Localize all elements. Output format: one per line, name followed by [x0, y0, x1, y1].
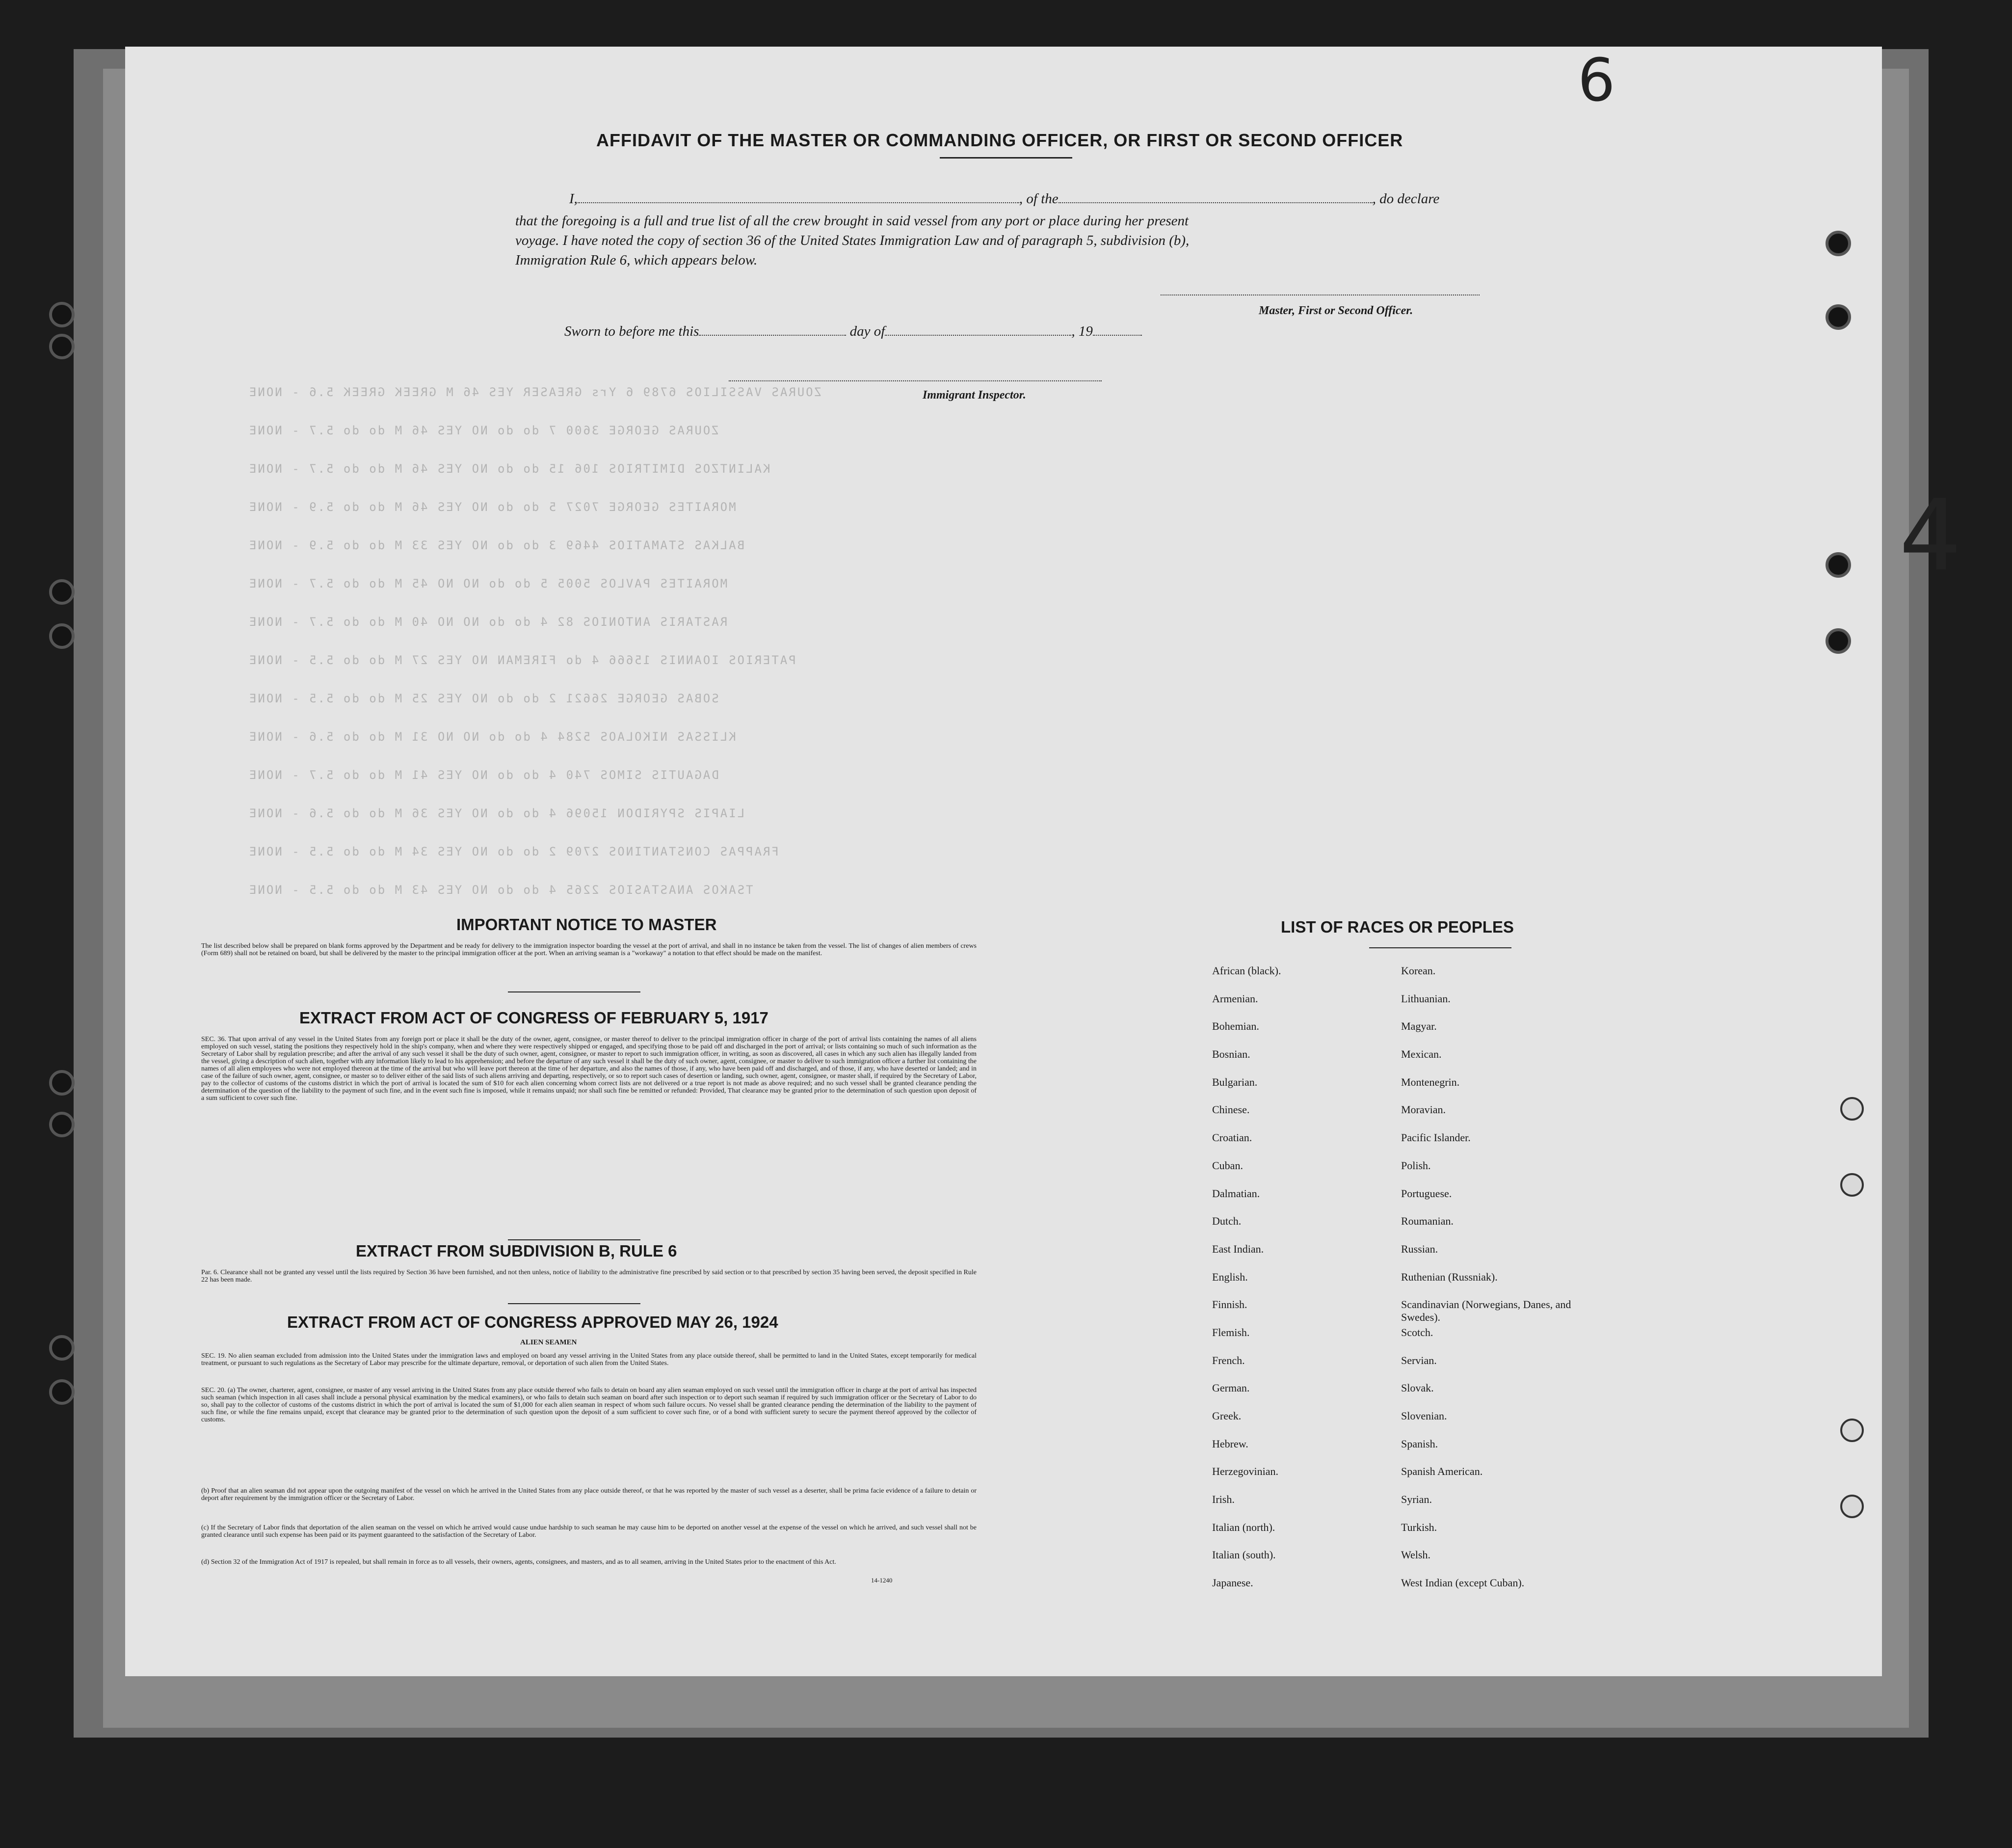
- declaration-line-2: that the foregoing is a full and true list of all the crew brought in said vessel from any port or place during her present: [515, 213, 1189, 229]
- race-item: Scandinavian (Norwegians, Danes, and Swedes).: [1401, 1298, 1571, 1324]
- race-item: Turkish.: [1401, 1521, 1437, 1533]
- sworn-day-field[interactable]: [699, 335, 846, 336]
- race-item: Slovenian.: [1401, 1410, 1447, 1422]
- race-item: Flemish.: [1212, 1326, 1250, 1339]
- bleed-through-row: RASTARIS ANTONIOS 82 4 do do NO NO 40 M do do 5.7 - NONE: [248, 615, 728, 629]
- punch-hole-icon: [1840, 1097, 1864, 1121]
- punch-hole-icon: [1840, 1173, 1864, 1197]
- year-label: , 19: [1071, 323, 1093, 339]
- declaration-of-the: , of the: [1019, 191, 1059, 207]
- race-item: Syrian.: [1401, 1493, 1432, 1506]
- bleed-through-row: ZOURAS VASSILIOS 6789 6 Yrs GREASER YES 46 M GREEK GREEK 5.6 - NONE: [248, 385, 822, 399]
- race-item: Mexican.: [1401, 1048, 1442, 1061]
- form-number: 14-1240: [871, 1577, 893, 1584]
- extract-1924-title: EXTRACT FROM ACT OF CONGRESS APPROVED MAY 26, 1924: [287, 1313, 778, 1331]
- punch-hole-icon: [1826, 628, 1851, 654]
- race-item: English.: [1212, 1270, 1248, 1283]
- race-item: Roumanian.: [1401, 1215, 1454, 1228]
- bleed-through-row: KLISSAS NIKOLAOS 5284 4 do do NO NO 31 M do do 5.6 - NONE: [248, 730, 736, 744]
- affidavit-page: [125, 47, 1962, 1676]
- binder-hole-icon: [49, 1112, 75, 1137]
- race-item: Hebrew.: [1212, 1437, 1248, 1450]
- race-item: Spanish American.: [1401, 1465, 1483, 1478]
- race-item: Scotch.: [1401, 1326, 1433, 1339]
- race-item: Italian (north).: [1212, 1521, 1275, 1533]
- handwritten-page-number: 6: [1578, 47, 1615, 115]
- race-item: Croatian.: [1212, 1131, 1252, 1144]
- binder-hole-icon: [49, 1379, 75, 1405]
- extract-1924-sec20b: (b) Proof that an alien seaman did not appear upon the outgoing manifest of the vessel on which he arrived in the United States from any place outside thereof, or that he was reported by the master of such vessel as a deserter, shall be prima facie evidence of a failure to detain or deport after requirement by the immigration officer or the Secretary of Labor.: [201, 1487, 977, 1502]
- extract-1924-sec19: SEC. 19. No alien seaman excluded from admission into the United States under the immigration laws and employed on board any vessel arriving in the United States from any place outside thereof, shall be permitted to land in the United States, except temporarily for medical treatment, or pursuant to such regulations as the Secretary of Labor may prescribe for the ultimate departure, removal, or deportation of such alien from the United States.: [201, 1352, 977, 1367]
- divider: [508, 991, 640, 992]
- race-item: Slovak.: [1401, 1382, 1434, 1394]
- extract-1924-sec20d: (d) Section 32 of the Immigration Act of 1917 is repealed, but shall remain in force as to all vessels, their owners, agents, consignees, and masters, and as to all seamen, arriving in the United States prior to the enactment of this Act.: [201, 1558, 836, 1566]
- race-item: East Indian.: [1212, 1242, 1264, 1255]
- bleed-through-row: PATERIOS IOANNIS 15666 4 do FIREMAN NO YES 27 M do do 5.5 - NONE: [248, 653, 796, 667]
- extract-1924-sec20a: SEC. 20. (a) The owner, charterer, agent, consignee, or master of any vessel arriving in the United States from any place outside thereof who fails to detain on board any alien seaman employed on such vessel until the immigration officer in charge at the port of arrival has inspected such seaman (which inspection in all cases shall include a personal physical examination by the medical examiners), or who fails to detain such seaman on board after such inspection or to deport such seaman if required by such immigration officer or the Secretary of Labor to do so, shall pay to the collector of customs of the customs district in which the port of arrival is located the sum of $1,000 for each alien seaman in respect of whom such failure occurs. No vessel shall be granted clearance pending the determination of the liability to the payment of such fine, or while the fine remains unpaid, except that clearance may be granted prior to the determination of such question upon the deposit of a sum sufficient to cover such fine, or of a bond with sufficient surety to secure the payment thereof approved by the collector of customs.: [201, 1387, 977, 1423]
- binder-hole-icon: [49, 302, 75, 327]
- race-item: German.: [1212, 1382, 1250, 1394]
- declaration-line-4: Immigration Rule 6, which appears below.: [515, 252, 758, 268]
- bleed-through-row: BALKAS STAMATIOS 4469 3 do do NO YES 33 M do do 5.9 - NONE: [248, 538, 745, 552]
- sworn-year-field[interactable]: [1093, 335, 1142, 336]
- races-title: LIST OF RACES OR PEOPLES: [1281, 918, 1514, 936]
- punch-hole-icon: [1840, 1419, 1864, 1442]
- race-item: Polish.: [1401, 1159, 1431, 1172]
- name-blank-field[interactable]: [578, 202, 1019, 203]
- inspector-signature-line[interactable]: [729, 380, 1102, 381]
- bleed-through-row: TSAKOS ANASTASIOS 2265 4 do do NO YES 43 M do do 5.5 - NONE: [248, 883, 753, 897]
- affidavit-title: AFFIDAVIT OF THE MASTER OR COMMANDING OFFICER, OR FIRST OR SECOND OFFICER: [596, 130, 1403, 150]
- bleed-through-row: DAGAUTIS SIMOS 740 4 do do NO YES 41 M do do 5.7 - NONE: [248, 768, 719, 782]
- day-of-label: day of: [849, 323, 885, 339]
- extract-rule6-title: EXTRACT FROM SUBDIVISION B, RULE 6: [356, 1242, 677, 1260]
- bleed-through-row: SOBAS GEORGE 26621 2 do do NO YES 25 M do do 5.5 - NONE: [248, 692, 719, 705]
- punch-hole-icon: [1826, 231, 1851, 256]
- binder-hole-icon: [49, 623, 75, 649]
- race-item: Cuban.: [1212, 1159, 1243, 1172]
- inspector-label: Immigrant Inspector.: [923, 389, 1026, 402]
- alien-seamen-subtitle: ALIEN SEAMEN: [520, 1339, 577, 1346]
- bleed-through-row: MORAITES PAVLOS 5005 5 do do NO NO 45 M do do 5.7 - NONE: [248, 577, 728, 590]
- extract-1917-text: SEC. 36. That upon arrival of any vessel in the United States from any foreign port or place it shall be the duty of the owner, agent, consignee, or master thereof to deliver to the principal immigration officer in charge of the port of arrival lists containing the names of all aliens employed on such vessel, stating the positions they respectively hold in the ship's company, when and where they were respectively shipped or engaged, and specifying those to be paid off and discharged in the port of arrival; or lists containing so much of such information as the Secretary of Labor shall by regulation prescribe; and after the arrival of any such vessel it shall be the duty of such owner, agent, consignee, or master to report to such immigration officer, in writing, as soon as discovered, all cases in which any such alien has illegally landed from the vessel, giving a description of such alien, together with any information likely to lead to his apprehension; and before the departure of any such vessel it shall be the duty of such owner, agent, consignee, or master to deliver to such immigration officer a further list containing the names of all alien employees who were not employed thereon at the time of the arrival but who will leave port thereon at the time of her departure, and also the names of those, if any, who have been paid off and discharged, and of those, if any, who have deserted or landed; and in case of the failure of such owner, agent, consignee, or master so to deliver either of the said lists of such aliens arriving and departing, respectively, or so to report such cases of desertion or landing, such owner, agent, consignee, or master shall, if required by the Secretary of Labor, pay to the collector of customs of the customs district in which the port of arrival is located the sum of $10 for each alien concerning whom correct lists are not delivered or a true report is not made as above required; and no such vessel shall be granted clearance pending the determination of the question of the liability to the payment of such fine, and in the event such fine is imposed, while it remains unpaid; nor shall such fine be remitted or refunded: Provided, That clearance may be granted prior to the determination of such question upon deposit of a sum sufficient to cover such fine.: [201, 1036, 977, 1102]
- declaration-line-3: voyage. I have noted the copy of section 36 of the United States Immigration Law and of paragraph 5, subdivision (b),: [515, 233, 1190, 248]
- race-item: French.: [1212, 1354, 1245, 1366]
- race-item: Japanese.: [1212, 1577, 1253, 1589]
- declaration-do-declare: , do declare: [1372, 191, 1440, 207]
- race-item: Ruthenian (Russniak).: [1401, 1270, 1498, 1283]
- race-item: Greek.: [1212, 1410, 1242, 1422]
- divider: [508, 1239, 640, 1240]
- races-left-column: [1212, 964, 1281, 1605]
- races-right-column: [1401, 964, 1607, 1605]
- race-item: Bulgarian.: [1212, 1075, 1258, 1088]
- race-item: Dalmatian.: [1212, 1187, 1260, 1200]
- race-item: Herzegovinian.: [1212, 1465, 1278, 1478]
- race-item: Bosnian.: [1212, 1048, 1250, 1061]
- declaration-line-1: [569, 189, 1439, 209]
- master-signature-label: Master, First or Second Officer.: [1259, 304, 1413, 317]
- binder-hole-icon: [49, 579, 75, 605]
- race-item: Welsh.: [1401, 1549, 1430, 1561]
- extract-1917-title: EXTRACT FROM ACT OF CONGRESS OF FEBRUARY 5, 1917: [299, 1009, 768, 1027]
- race-item: Lithuanian.: [1401, 992, 1451, 1005]
- bleed-through-row: LIAPIS SPYRIDON 15096 4 do do NO YES 36 M do do 5.6 - NONE: [248, 806, 745, 820]
- race-item: West Indian (except Cuban).: [1401, 1577, 1525, 1589]
- race-item: Pacific Islander.: [1401, 1131, 1471, 1144]
- race-item: Magyar.: [1401, 1020, 1437, 1033]
- vessel-blank-field[interactable]: [1059, 202, 1373, 203]
- bleed-through-row: ZOURAS GEORGE 3600 7 do do NO YES 46 M do do 5.7 - NONE: [248, 424, 719, 437]
- race-item: Russian.: [1401, 1242, 1438, 1255]
- bleed-through-row: FRAPPAS CONSTANTINOS 2709 2 do do NO YES 34 M do do 5.5 - NONE: [248, 845, 779, 858]
- handwritten-side-number: 4: [1899, 479, 1962, 593]
- race-item: Chinese.: [1212, 1103, 1250, 1116]
- notice-title-text: IMPORTANT NOTICE TO MASTER: [456, 915, 717, 934]
- race-item: Korean.: [1401, 964, 1436, 977]
- race-item: Bohemian.: [1212, 1020, 1259, 1033]
- divider: [508, 1303, 640, 1304]
- race-item: Dutch.: [1212, 1215, 1242, 1228]
- binder-hole-icon: [49, 1335, 75, 1361]
- title-underline: [940, 157, 1072, 159]
- notice-text: The list described below shall be prepared on blank forms approved by the Department and be ready for delivery to the immigration inspector boarding the vessel at the port of arrival, and shall in no instance be taken from the vessel. The list of changes of alien members of crews (Form 689) shall not be retained on board, but shall be delivered by the master to the principal immigration officer at the port. When an arriving seaman is a "workaway" a notation to that effect should be made on the manifest.: [201, 942, 977, 957]
- race-item: Moravian.: [1401, 1103, 1446, 1116]
- race-item: Spanish.: [1401, 1437, 1438, 1450]
- sworn-month-field[interactable]: [885, 335, 1071, 336]
- extract-rule6-text: Par. 6. Clearance shall not be granted any vessel until the lists required by Section 36 have been furnished, and not then unless, notice of liability to the administrative fine prescribed by said section or to that prescribed by section 35 having been served, the deposit specified in Rule 22 has been made.: [201, 1269, 977, 1284]
- race-item: Armenian.: [1212, 992, 1258, 1005]
- divider: [1369, 947, 1511, 948]
- extract-1924-sec20c: (c) If the Secretary of Labor finds that deportation of the alien seaman on the vessel on which he arrived would cause undue hardship to such seaman he may cause him to be deported on another vessel at the expense of the vessel on which he arrived, and such vessel shall not be granted clearance until such expense has been paid or its payment guaranteed to the satisfaction of the Secretary of Labor.: [201, 1524, 977, 1539]
- bleed-through-row: KALINTZOS DIMITRIOS 106 15 do do NO YES 46 M do do 5.7 - NONE: [248, 462, 770, 476]
- sworn-to-label: Sworn to before me this: [564, 323, 699, 339]
- race-item: Finnish.: [1212, 1298, 1247, 1311]
- punch-hole-icon: [1826, 552, 1851, 578]
- race-item: Portuguese.: [1401, 1187, 1452, 1200]
- race-item: African (black).: [1212, 964, 1281, 977]
- bleed-through-row: MORAITES GEORGE 7027 5 do do NO YES 46 M do do 5.9 - NONE: [248, 500, 736, 514]
- binder-hole-icon: [49, 1070, 75, 1096]
- race-item: Italian (south).: [1212, 1549, 1276, 1561]
- binder-hole-icon: [49, 334, 75, 359]
- race-item: Irish.: [1212, 1493, 1235, 1506]
- race-item: Servian.: [1401, 1354, 1437, 1366]
- sworn-line: [564, 321, 1142, 341]
- punch-hole-icon: [1826, 304, 1851, 330]
- race-item: Montenegrin.: [1401, 1075, 1460, 1088]
- declaration-i: I,: [569, 191, 578, 207]
- punch-hole-icon: [1840, 1495, 1864, 1518]
